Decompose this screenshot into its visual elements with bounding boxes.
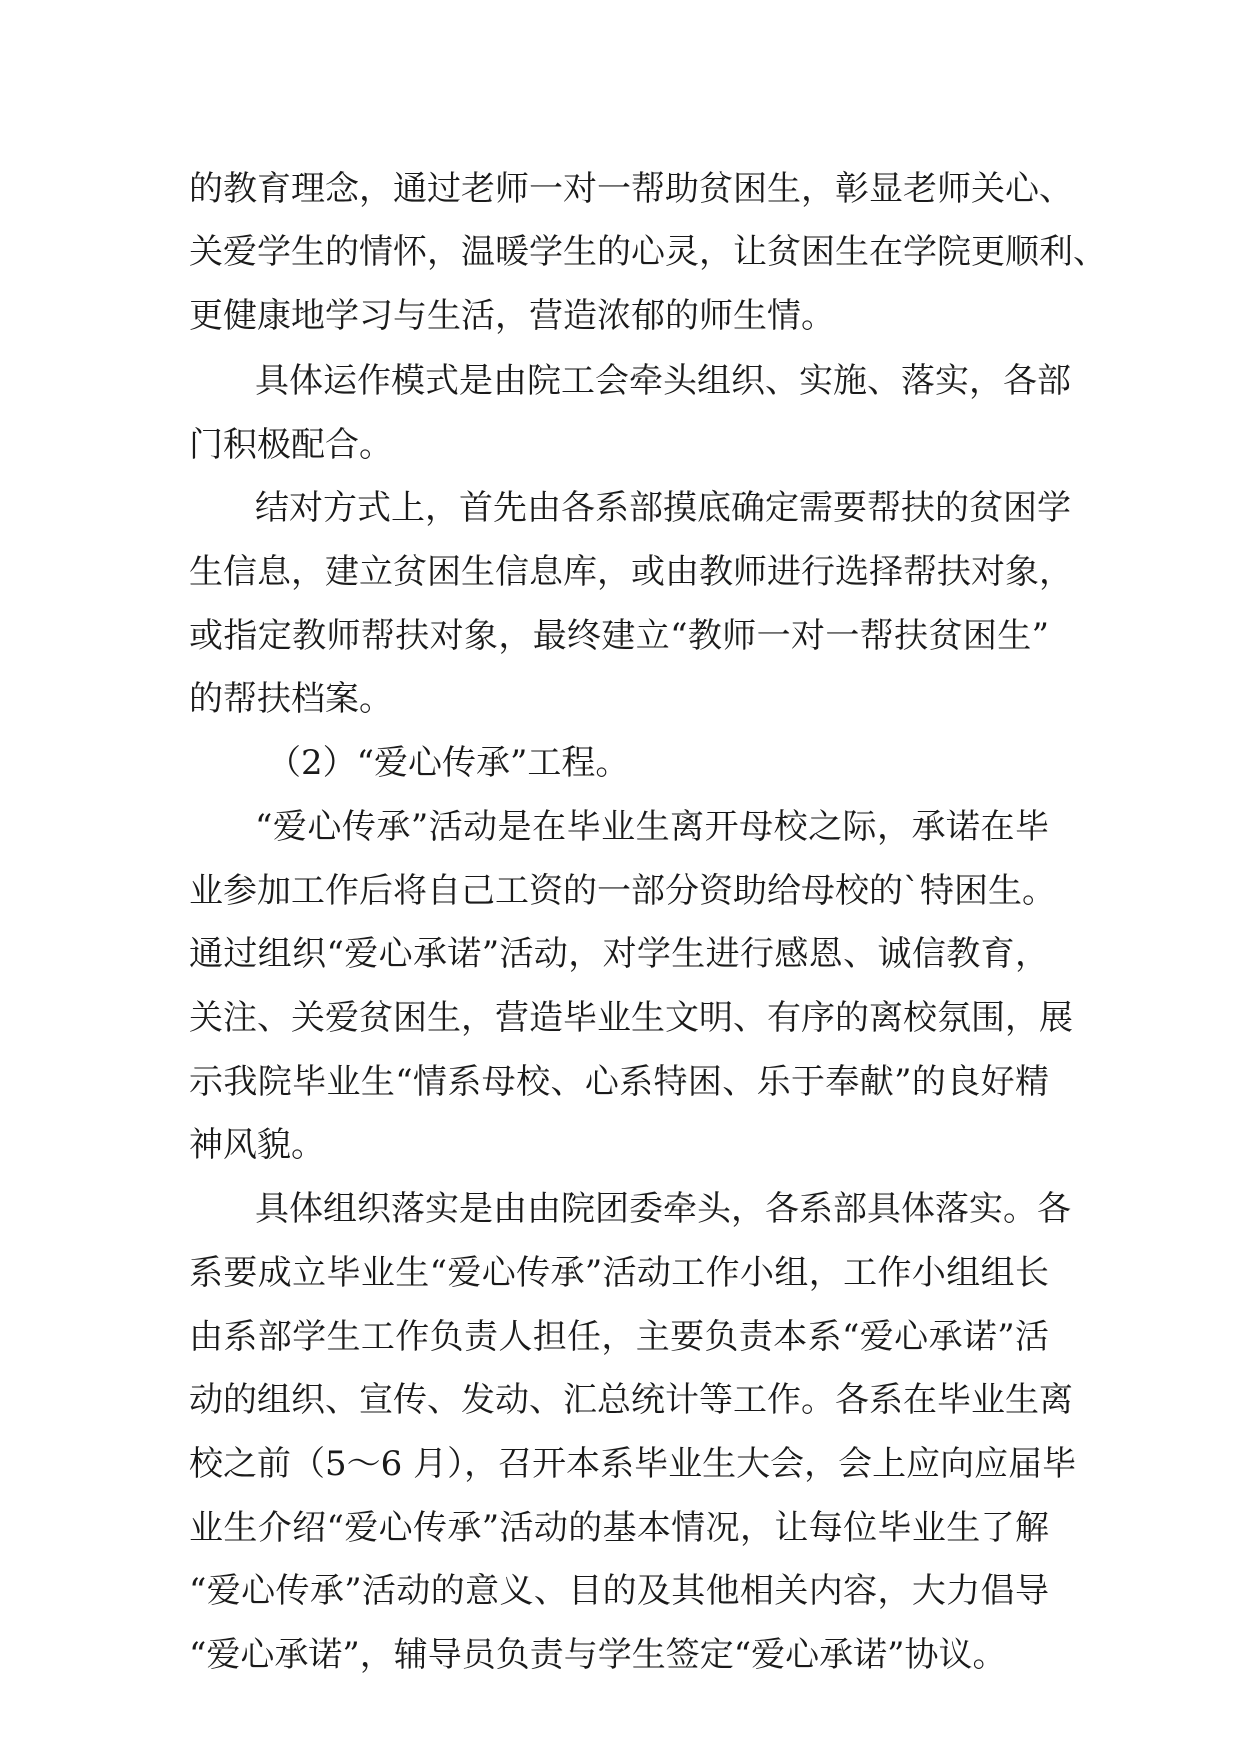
text-line: 系要成立毕业生“爱心传承”活动工作小组，工作小组组长 xyxy=(189,1253,1049,1293)
text-line: 示我院毕业生“情系母校、心系特困、乐于奉献”的良好精 xyxy=(189,1062,1049,1102)
text-line: 门积极配合。 xyxy=(189,425,393,465)
paragraph-first-line: 结对方式上，首先由各系部摸底确定需要帮扶的贫困学 xyxy=(255,488,1071,528)
text-line: 关爱学生的情怀，温暖学生的心灵，让贫困生在学院更顺利、 xyxy=(189,232,1107,272)
text-line: 生信息，建立贫困生信息库，或由教师进行选择帮扶对象， xyxy=(189,552,1073,592)
section-heading: （2）“爱心传承”工程。 xyxy=(267,743,630,783)
text-line: “爱心承诺”，辅导员负责与学生签定“爱心承诺”协议。 xyxy=(189,1635,1007,1675)
text-line: 动的组织、宣传、发动、汇总统计等工作。各系在毕业生离 xyxy=(189,1380,1073,1420)
text-line: 的帮扶档案。 xyxy=(189,679,393,719)
text-line: 或指定教师帮扶对象，最终建立“教师一对一帮扶贫困生” xyxy=(189,616,1049,656)
paragraph-first-line: “爱心传承”活动是在毕业生离开母校之际，承诺在毕 xyxy=(255,807,1049,847)
text-line: 的教育理念，通过老师一对一帮助贫困生，彰显老师关心、 xyxy=(189,169,1073,209)
text-line: 校之前（5～6 月），召开本系毕业生大会，会上应向应届毕 xyxy=(189,1444,1077,1484)
text-line: 更健康地学习与生活，营造浓郁的师生情。 xyxy=(189,296,835,336)
text-line: 业参加工作后将自己工资的一部分资助给母校的`特困生。 xyxy=(189,871,1056,911)
text-line: 业生介绍“爱心传承”活动的基本情况，让每位毕业生了解 xyxy=(189,1508,1049,1548)
text-line: 神风貌。 xyxy=(189,1125,325,1165)
paragraph-first-line: 具体组织落实是由由院团委牵头，各系部具体落实。各 xyxy=(255,1189,1071,1229)
text-line: 由系部学生工作负责人担任，主要负责本系“爱心承诺”活 xyxy=(189,1317,1049,1357)
text-line: 关注、关爱贫困生，营造毕业生文明、有序的离校氛围，展 xyxy=(189,998,1073,1038)
paragraph-first-line: 具体运作模式是由院工会牵头组织、实施、落实，各部 xyxy=(255,361,1071,401)
text-line: “爱心传承”活动的意义、目的及其他相关内容，大力倡导 xyxy=(189,1571,1049,1611)
text-line: 通过组织“爱心承诺”活动，对学生进行感恩、诚信教育， xyxy=(189,934,1049,974)
